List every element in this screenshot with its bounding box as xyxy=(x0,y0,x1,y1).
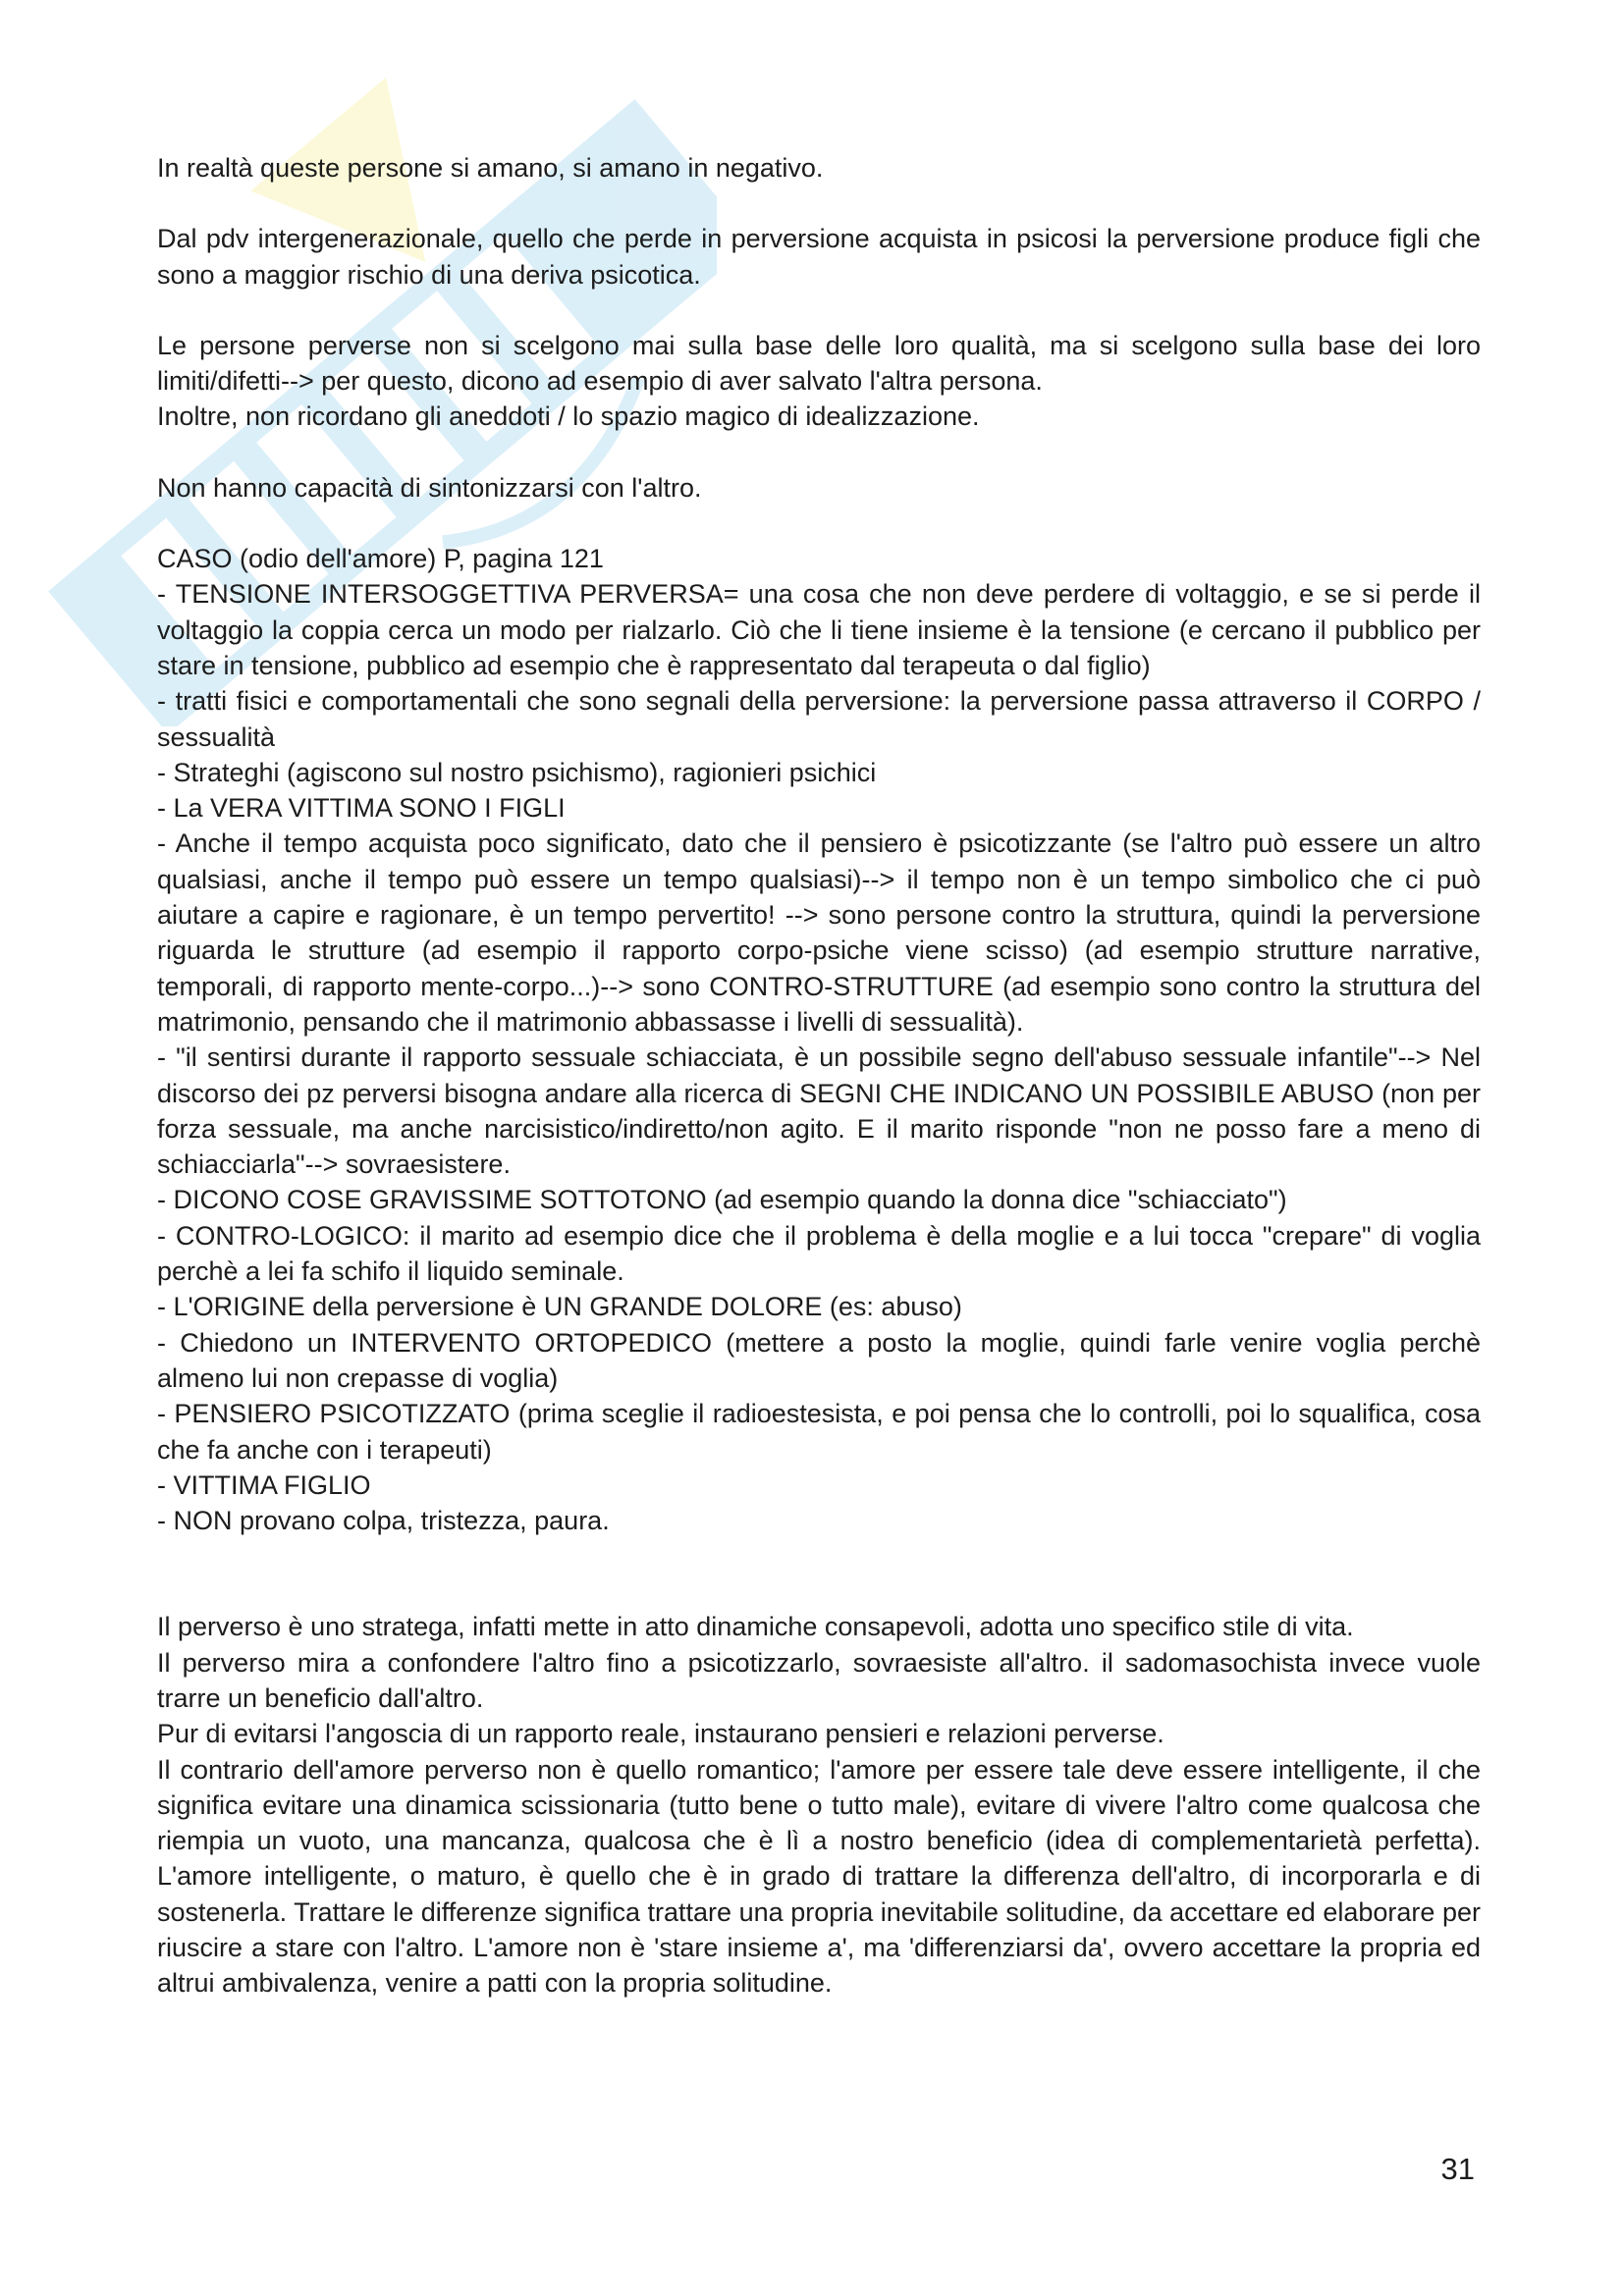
case-item: - Strateghi (agiscono sul nostro psichismo), ragionieri psichici xyxy=(157,757,877,787)
paragraph-2: Dal pdv intergenerazionale, quello che perde in perversione acquista in psicosi la perversione produce figli che sono a maggior rischio di una deriva psicotica. xyxy=(157,224,1481,290)
case-title: CASO (odio dell'amore) P, pagina 121 xyxy=(157,544,604,574)
paragraph-1: In realtà queste persone si amano, si amano in negativo. xyxy=(157,153,824,183)
case-item: - Anche il tempo acquista poco significato, dato che il pensiero è psicotizzante (se l'altro può essere un altro qualsiasi, anche il tempo può essere un tempo qualsiasi)--> il tempo non è un tempo simbolico che ci può aiutare a capire e ragionare, è un tempo pervertito! --> sono persone contro la struttura, quindi la perversione riguarda le strutture (ad esempio il rapporto corpo-psiche viene scisso) (ad esempio strutture narrative, temporali, di rapporto mente-corpo...)--> sono CONTRO-STRUTTURE (ad esempio sono contro la struttura del matrimonio, pensando che il matrimonio abbassasse i livelli di sessualità). xyxy=(157,828,1481,1037)
case-item: - La VERA VITTIMA SONO I FIGLI xyxy=(157,793,566,824)
case-item: - Chiedono un INTERVENTO ORTOPEDICO (mettere a posto la moglie, quindi farle venire voglia perchè almeno lui non crepasse di voglia) xyxy=(157,1327,1481,1393)
paragraph-5: Non hanno capacità di sintonizzarsi con l'altro. xyxy=(157,472,702,503)
case-item: - tratti fisici e comportamentali che sono segnali della perversione: la perversione passa attraverso il CORPO / sessualità xyxy=(157,686,1481,752)
document-body xyxy=(157,150,1481,2002)
paragraph-6: Il perverso è uno stratega, infatti mette in atto dinamiche consapevoli, adotta uno specifico stile di vita. xyxy=(157,1612,1354,1642)
paragraph-3: Le persone perverse non si scelgono mai sulla base delle loro qualità, ma si scelgono sulla base dei loro limiti/difetti--> per questo, dicono ad esempio di aver salvato l'altra persona. xyxy=(157,330,1481,397)
case-item: - TENSIONE INTERSOGGETTIVA PERVERSA= una cosa che non deve perdere di voltaggio, e se si perde il voltaggio la coppia cerca un modo per rialzarlo. Ciò che li tiene insieme è la tensione (e cercano il pubblico per stare in tensione, pubblico ad esempio che è rappresentato dal terapeuta o dal figlio) xyxy=(157,579,1481,680)
page-number: 31 xyxy=(1440,2152,1475,2186)
paragraph-8: Pur di evitarsi l'angoscia di un rapporto reale, instaurano pensieri e relazioni perverse. xyxy=(157,1719,1164,1749)
case-item: - DICONO COSE GRAVISSIME SOTTOTONO (ad esempio quando la donna dice "schiacciato") xyxy=(157,1185,1287,1215)
case-item: - "il sentirsi durante il rapporto sessuale schiacciata, è un possibile segno dell'abuso sessuale infantile"--> Nel discorso dei pz perversi bisogna andare alla ricerca di SEGNI CHE INDICANO UN POSSIBILE ABUSO (non per forza sessuale, ma anche narcisistico/indiretto/non agito. E il marito risponde "non ne posso fare a meno di schiacciarla"--> sovraesistere. xyxy=(157,1042,1481,1180)
case-item: - L'ORIGINE della perversione è UN GRANDE DOLORE (es: abuso) xyxy=(157,1292,962,1322)
paragraph-9: Il contrario dell'amore perverso non è quello romantico; l'amore per essere tale deve essere intelligente, il che significa evitare una dinamica scissionaria (tutto bene o tutto male), evitare di vivere l'altro come qualcosa che riempia un vuoto, una mancanza, qualcosa che è lì a nostro beneficio (idea di complementarietà perfetta). L'amore intelligente, o maturo, è quello che è in grado di trattare la differenza dell'altro, di incorporarla e di sostenerla. Trattare le differenze significa trattare una propria inevitabile solitudine, da accettare ed elaborare per riuscire a stare con l'altro. L'amore non è 'stare insieme a', ma 'differenziarsi da', ovvero accettare la propria ed altrui ambivalenza, venire a patti con la propria solitudine. xyxy=(157,1754,1481,1999)
paragraph-7: Il perverso mira a confondere l'altro fino a psicotizzarlo, sovraesiste all'altro. il sadomasochista invece vuole trarre un beneficio dall'altro. xyxy=(157,1647,1481,1713)
case-item: - CONTRO-LOGICO: il marito ad esempio dice che il problema è della moglie e a lui tocca "crepare" di voglia perchè a lei fa schifo il liquido seminale. xyxy=(157,1220,1481,1287)
paragraph-4: Inoltre, non ricordano gli aneddoti / lo spazio magico di idealizzazione. xyxy=(157,401,980,432)
case-item: - PENSIERO PSICOTIZZATO (prima sceglie il radioestesista, e poi pensa che lo controlli, poi lo squalifica, cosa che fa anche con i terapeuti) xyxy=(157,1399,1481,1465)
case-item: - NON provano colpa, tristezza, paura. xyxy=(157,1506,610,1536)
case-item: - VITTIMA FIGLIO xyxy=(157,1469,371,1500)
